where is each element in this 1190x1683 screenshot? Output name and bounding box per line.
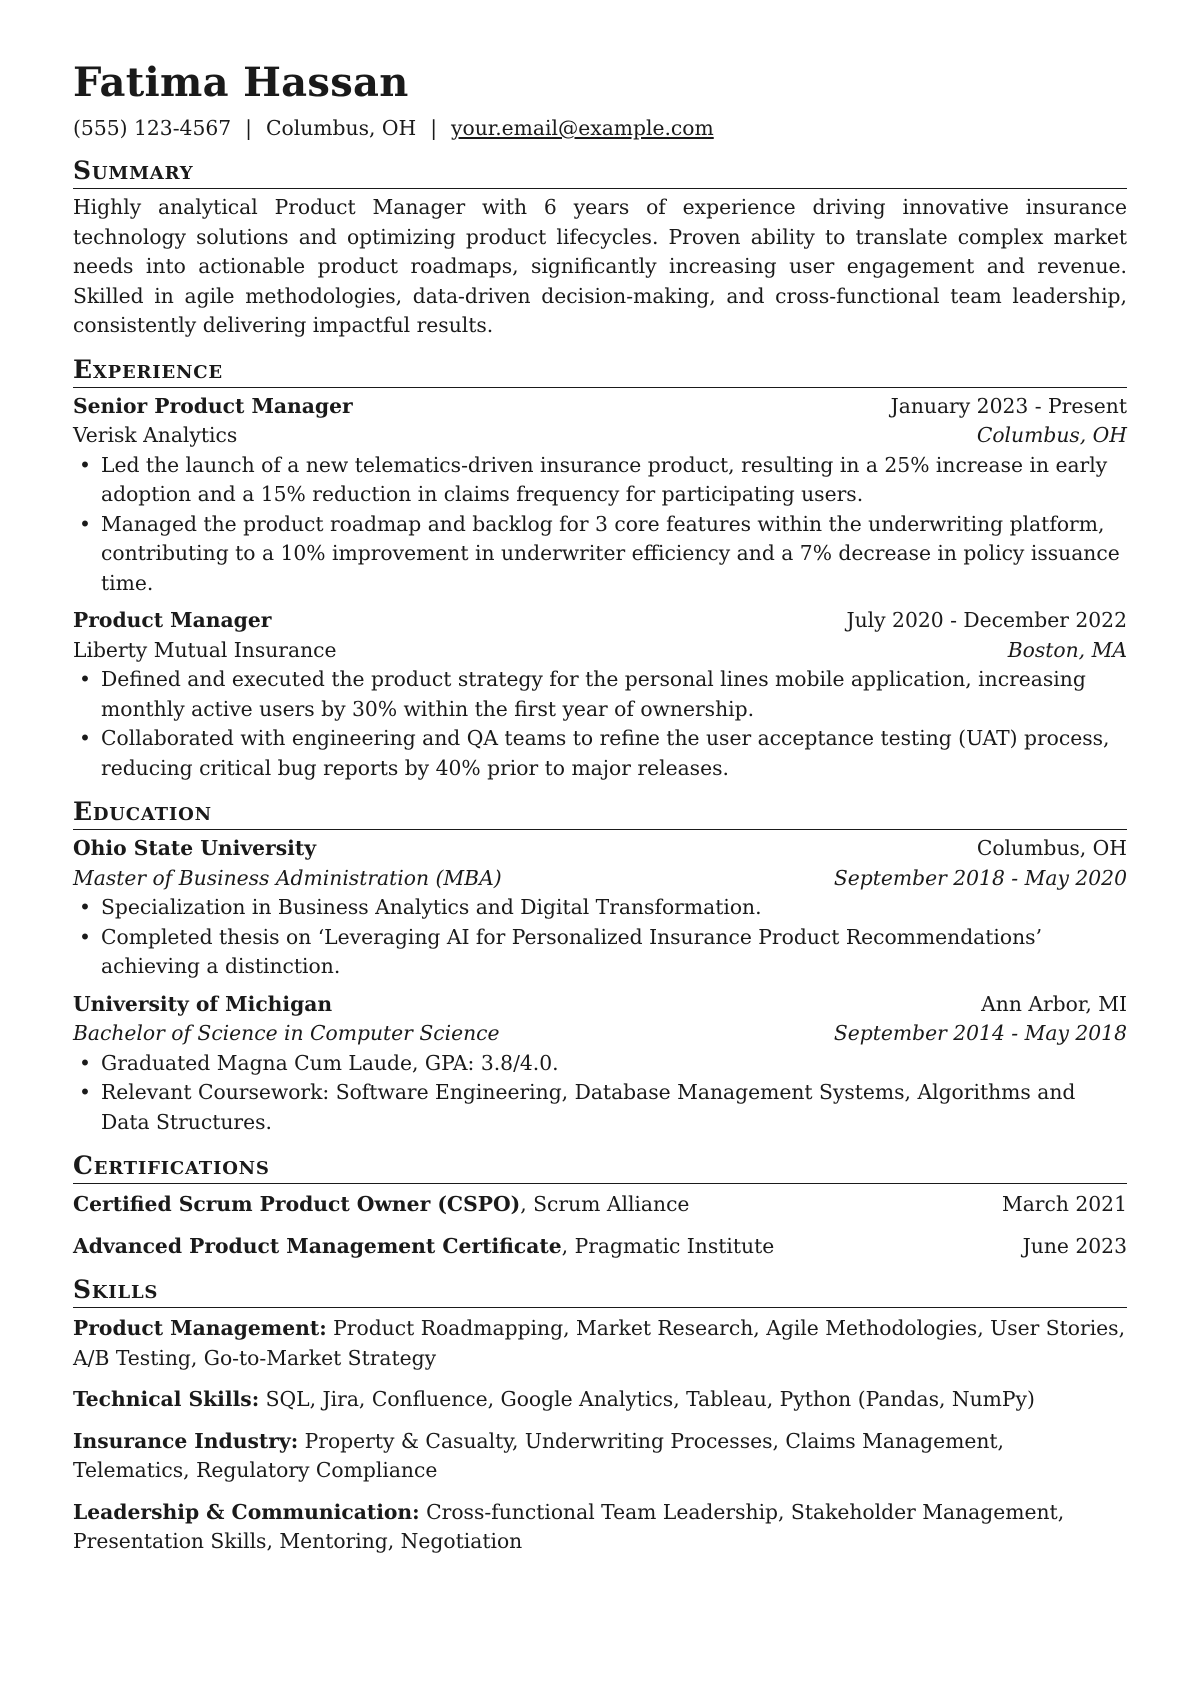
resume-page — [73, 58, 1127, 1557]
section-title-summary: Summary — [73, 156, 1127, 189]
skill-group — [73, 1498, 1127, 1557]
contact-separator: | — [430, 116, 438, 140]
bullet-item: • Managed the product roadmap and backlog for 3 core features within the underwriting platform, contributing to a 10% improvement in underwriter efficiency and a 7% decrease in policy issuance time. — [73, 510, 1127, 599]
job-title: Product Manager — [73, 608, 272, 632]
job-bullets — [73, 451, 1127, 599]
bullet-item: • Relevant Coursework: Software Engineering, Database Management Systems, Algorithms and Data Structures. — [73, 1078, 1127, 1137]
certification-item — [73, 1232, 1127, 1262]
education-entry — [73, 990, 1127, 1138]
skill-group — [73, 1427, 1127, 1486]
section-title-skills: Skills — [73, 1275, 1127, 1308]
school-name: Ohio State University — [73, 836, 316, 860]
certification-item — [73, 1190, 1127, 1220]
bullet-item: • Led the launch of a new telematics-driven insurance product, resulting in a 25% increase in early adoption and a 15% reduction in claims frequency for participating users. — [73, 451, 1127, 510]
certification-issuer: , Pragmatic Institute — [561, 1233, 775, 1258]
section-title-experience: Experience — [73, 355, 1127, 388]
location: Columbus, OH — [266, 116, 417, 140]
education-dates: September 2014 - May 2018 — [833, 1021, 1127, 1045]
summary-text: Highly analytical Product Manager with 6 years of experience driving innovative insurance technology solutions and optimizing product lifecycles. Proven ability to translate complex market needs into actionable product roadmaps, significantly increasing user engagement and revenue. Skilled in agile methodologies, data-driven decision-making, and cross-functional team leadership, consistently delivering impactful results. — [73, 195, 1127, 337]
education-entry — [73, 834, 1127, 982]
bullet-item: • Graduated Magna Cum Laude, GPA: 3.8/4.0. — [73, 1049, 1127, 1079]
section-title-certifications: Certifications — [73, 1151, 1127, 1184]
bullet-item: • Specialization in Business Analytics and Digital Transformation. — [73, 893, 1127, 923]
skill-label: Product Management: — [73, 1316, 327, 1340]
education-dates: September 2018 - May 2020 — [833, 865, 1127, 890]
job-entry — [73, 392, 1127, 599]
certification-date: March 2021 — [1001, 1192, 1127, 1216]
skills-section — [73, 1275, 1127, 1557]
section-title-education: Education — [73, 797, 1127, 830]
job-title: Senior Product Manager — [73, 393, 353, 418]
skill-values: SQL, Jira, Confluence, Google Analytics, Tableau, Python (Pandas, NumPy) — [259, 1387, 1035, 1411]
bullet-item: • Defined and executed the product strategy for the personal lines mobile application, increasing monthly active users by 30% within the first year of ownership. — [73, 665, 1127, 724]
education-bullets — [73, 893, 1127, 982]
company-name: Liberty Mutual Insurance — [73, 637, 337, 662]
school-name: University of Michigan — [73, 991, 333, 1016]
summary-section — [73, 156, 1127, 341]
skill-group — [73, 1314, 1127, 1373]
certification-name: Certified Scrum Product Owner (CSPO) — [73, 1192, 521, 1216]
bullet-item: • Completed thesis on ‘Leveraging AI for Personalized Insurance Product Recommendations’ achieving a distinction. — [73, 923, 1127, 982]
skill-values: Cross-functional Team Leadership, Stakeholder Management, Presentation Skills, Mentoring, Negotiation — [73, 1499, 1065, 1553]
email-link[interactable]: your.email@example.com — [451, 116, 714, 140]
degree: Master of Business Administration (MBA) — [73, 865, 502, 890]
job-dates: July 2020 - December 2022 — [846, 608, 1127, 632]
job-location: Boston, MA — [1007, 637, 1127, 662]
job-bullets — [73, 665, 1127, 783]
contact-line — [73, 114, 1127, 144]
certification-date: June 2023 — [1022, 1233, 1127, 1258]
job-dates: January 2023 - Present — [890, 393, 1127, 418]
job-entry — [73, 606, 1127, 783]
bullet-item: • Collaborated with engineering and QA teams to refine the user acceptance testing (UAT) process, reducing critical bug reports by 40% prior to major releases. — [73, 724, 1127, 783]
education-section — [73, 797, 1127, 1137]
experience-section — [73, 355, 1127, 784]
skill-label: Technical Skills: — [73, 1387, 260, 1411]
degree: Bachelor of Science in Computer Science — [73, 1021, 500, 1045]
certifications-section — [73, 1151, 1127, 1261]
certification-issuer: , Scrum Alliance — [520, 1192, 690, 1216]
skill-values: Property & Casualty, Underwriting Processes, Claims Management, Telematics, Regulatory Compliance — [73, 1428, 1004, 1482]
skill-group — [73, 1385, 1127, 1415]
skill-values: Product Roadmapping, Market Research, Agile Methodologies, User Stories, A/B Testing, Go-to-Market Strategy — [73, 1316, 1126, 1370]
contact-separator: | — [245, 116, 253, 140]
school-location: Ann Arbor, MI — [981, 991, 1127, 1016]
company-name: Verisk Analytics — [73, 423, 238, 447]
certification-name: Advanced Product Management Certificate — [73, 1233, 562, 1258]
skill-label: Insurance Industry: — [73, 1428, 299, 1453]
job-location: Columbus, OH — [976, 423, 1127, 447]
phone-number: (555) 123-4567 — [73, 116, 232, 140]
skill-label: Leadership & Communication: — [73, 1499, 420, 1524]
education-bullets — [73, 1049, 1127, 1138]
candidate-name: Fatima Hassan — [73, 59, 409, 106]
school-location: Columbus, OH — [976, 836, 1127, 860]
